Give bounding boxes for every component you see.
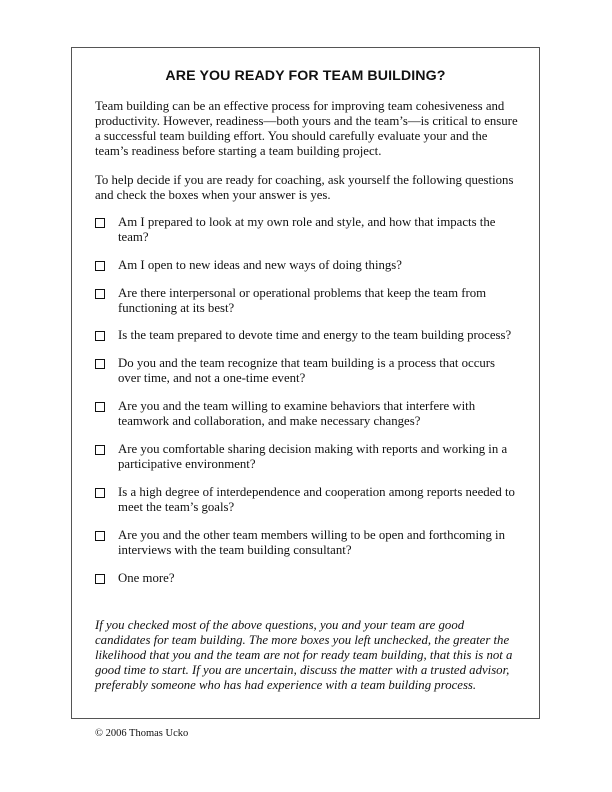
- checklist-item-text: Is a high degree of interdependence and cooperation among reports needed to meet the team’s goals?: [118, 485, 515, 514]
- instructions-paragraph: To help decide if you are ready for coaching, ask yourself the following questions and check the boxes when your answer is yes.: [95, 173, 514, 202]
- checkbox[interactable]: [95, 359, 105, 369]
- checkbox[interactable]: [95, 445, 105, 455]
- checklist-item: [95, 442, 520, 472]
- checklist-item-text: Are you comfortable sharing decision making with reports and working in a participative environment?: [118, 442, 508, 471]
- checklist-item: [95, 528, 520, 558]
- checklist-item-text: Are you and the other team members willing to be open and forthcoming in interviews with the team building consultant?: [118, 528, 506, 557]
- checklist-item-text: Is the team prepared to devote time and energy to the team building process?: [118, 328, 512, 342]
- closing-paragraph: If you checked most of the above questions, you and your team are good candidates for team building. The more boxes you left unchecked, the greater the likelihood that you and the team are not for ready team building, that this is not a good time to start. If you are uncertain, discuss the matter with a trusted advisor, preferably someone who has had experience with a team building process.: [95, 618, 513, 692]
- checklist-item: [95, 571, 520, 586]
- checklist-item-text: Am I open to new ideas and new ways of doing things?: [118, 258, 402, 272]
- checklist-item: [95, 215, 520, 245]
- checklist-item: [95, 356, 520, 386]
- checklist-item: [95, 286, 520, 316]
- checklist-item: [95, 328, 520, 343]
- intro-paragraph: Team building can be an effective process for improving team cohesiveness and productivity. However, readiness—both yours and the team’s—is critical to ensure a successful team building effort. You should carefully evaluate your and the team’s readiness before starting a team building project.: [95, 99, 518, 158]
- checklist-item-text: Do you and the team recognize that team building is a process that occurs over time, and not a one-time event?: [118, 356, 496, 385]
- checklist-item: [95, 399, 520, 429]
- checklist-item-text: Am I prepared to look at my own role and style, and how that impacts the team?: [118, 215, 496, 244]
- copyright-footer: © 2006 Thomas Ucko: [95, 728, 189, 739]
- checkbox[interactable]: [95, 574, 105, 584]
- checkbox[interactable]: [95, 331, 105, 341]
- checkbox[interactable]: [95, 488, 105, 498]
- page-title: ARE YOU READY FOR TEAM BUILDING?: [165, 68, 446, 84]
- checklist-item: [95, 258, 520, 273]
- checklist-item-text: Are you and the team willing to examine behaviors that interfere with teamwork and collaboration, and make necessary changes?: [118, 399, 476, 428]
- checklist-item: [95, 485, 520, 515]
- checkbox[interactable]: [95, 218, 105, 228]
- checklist-item-text: Are there interpersonal or operational problems that keep the team from functioning at its best?: [118, 286, 487, 315]
- checkbox[interactable]: [95, 531, 105, 541]
- checklist-item-text: One more?: [118, 571, 175, 585]
- checkbox[interactable]: [95, 289, 105, 299]
- checklist: [95, 215, 520, 586]
- checkbox[interactable]: [95, 261, 105, 271]
- checkbox[interactable]: [95, 402, 105, 412]
